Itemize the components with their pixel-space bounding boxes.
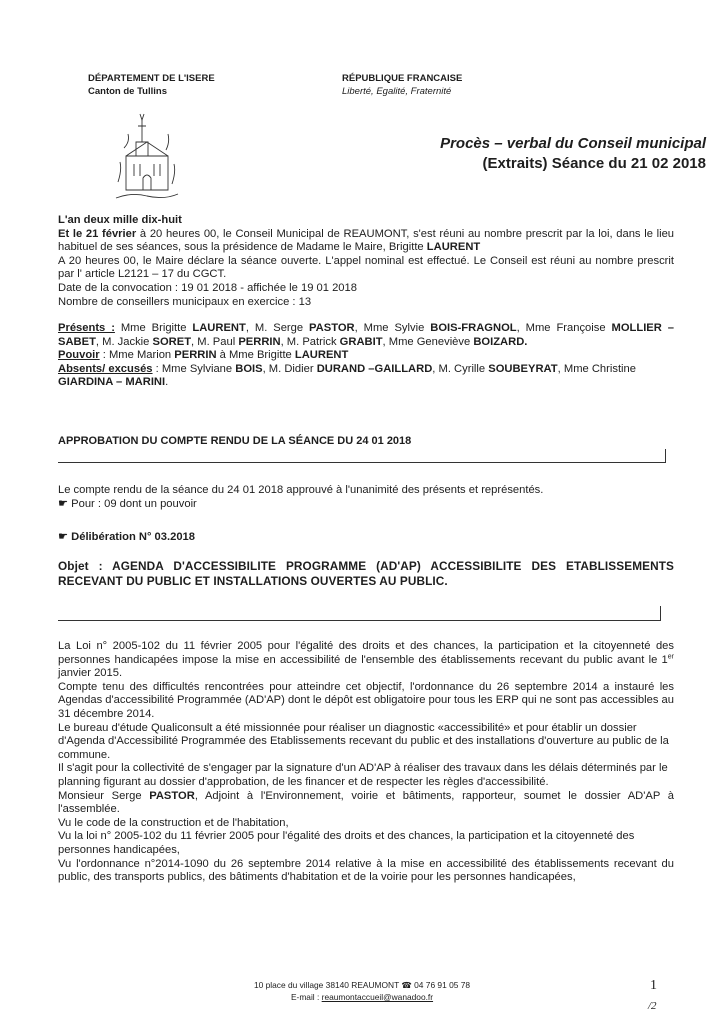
- pouvoir-n2: LAURENT: [294, 349, 349, 362]
- pouvoir-label: Pouvoir: [58, 349, 100, 362]
- intro-et-le: Et le: [58, 227, 86, 240]
- objet-text: AGENDA D'ACCESSIBILITE PROGRAMME (AD'AP) ACCESSIBILITE DES ETABLISSEMENTS RECEVANT DU PUBLIC ET INSTALLATIONS OUVERTES AU PUBLIC.: [58, 559, 675, 588]
- attendance-section: [58, 322, 674, 390]
- presents-name-0: LAURENT: [192, 322, 246, 334]
- intro-year: L'an deux mille dix-huit: [58, 214, 182, 226]
- page-title: [360, 134, 706, 174]
- footer-email-line: [0, 991, 724, 1003]
- body-p5: [58, 790, 674, 817]
- absents-n2: DURAND –GAILLARD: [316, 362, 433, 375]
- intro-maire: LAURENT: [426, 241, 481, 254]
- departement: DÉPARTEMENT DE L'ISERE: [88, 73, 215, 84]
- presents-name-3: MOLLIER –SABET: [58, 322, 674, 348]
- absents-paragraph: [58, 363, 674, 390]
- presents-pre-4: , M. Jackie: [95, 335, 153, 348]
- absents-n3: SOUBEYRAT: [488, 362, 558, 375]
- absents-n4: GIARDINA – MARINI: [58, 376, 166, 389]
- objet-rule-tick: [660, 606, 661, 620]
- approbation-section: [58, 484, 674, 511]
- body-p1-end: janvier 2015.: [58, 667, 123, 680]
- approbation-pour: [58, 498, 674, 512]
- devise: Liberté, Egalité, Fraternité: [342, 86, 452, 97]
- header-left: [88, 72, 215, 98]
- presents-pre-3: , Mme Françoise: [516, 322, 612, 334]
- presents-pre-5: , M. Paul: [191, 335, 239, 348]
- intro-section: [58, 214, 674, 309]
- pointing-hand-icon: ☛: [58, 497, 69, 510]
- approbation-heading: APPROBATION DU COMPTE RENDU DE LA SÉANCE DU 24 01 2018: [58, 435, 412, 447]
- absents-t4: , Mme Christine: [557, 362, 636, 375]
- footer-address-line: [0, 979, 724, 991]
- presents-end: .: [524, 335, 528, 348]
- pouvoir-paragraph: [58, 349, 674, 363]
- approbation-text: Le compte rendu de la séance du 24 01 2018 approuvé à l'unanimité des présents et représentés.: [58, 484, 544, 496]
- republique: RÉPUBLIQUE FRANCAISE: [342, 73, 463, 84]
- intro-paragraph: [58, 228, 674, 255]
- pointing-hand-icon: ☛: [58, 531, 72, 543]
- body-p4: Il s'agit pour la collectivité de s'engager par la signature d'un AD'AP à réaliser des travaux dans les délais déterminés par le planning figurant au dossier d'approbation, de les financer et de respecter les règles d'accessibilité.: [58, 762, 668, 788]
- body-section: [58, 640, 674, 885]
- footer-email-label: E-mail :: [290, 992, 322, 1002]
- presents-pre-7: , Mme Geneviève: [382, 335, 474, 348]
- absents-t1: : Mme Sylviane: [152, 362, 236, 375]
- approbation-pour-text: Pour : 09 dont un pouvoir: [68, 497, 197, 510]
- presents-name-1: PASTOR: [309, 322, 355, 334]
- approbation-rule: [58, 462, 666, 463]
- footer-phone: 04 76 91 05 78: [411, 980, 471, 990]
- presents-pre-1: , M. Serge: [245, 322, 310, 334]
- presents-name-2: BOIS-FRAGNOL: [430, 322, 517, 334]
- pouvoir-t2: à Mme Brigitte: [216, 349, 295, 362]
- absents-t3: , M. Cyrille: [432, 362, 489, 375]
- intro-date: 21 février: [85, 227, 137, 240]
- absents-end: .: [165, 376, 169, 389]
- body-p1: [58, 640, 674, 681]
- header-right: [342, 72, 462, 98]
- intro-text: à 20 heures 00, le Conseil Municipal de REAUMONT, s'est réuni au nombre prescrit par la loi, dans le lieu habituel de ses séances, sous la présidence de Madame le Maire, Brigitte: [58, 227, 675, 254]
- body-p1-sup: er: [667, 652, 674, 660]
- body-p5-text: Monsieur Serge: [58, 789, 150, 802]
- title-line2: (Extraits) Séance du 21 02 2018: [482, 155, 706, 172]
- body-p7: Vu la loi n° 2005-102 du 11 février 2005 pour l'égalité des droits et des chances, la participation et la citoyenneté des personnes handicapées,: [58, 830, 635, 856]
- footer: [0, 979, 724, 1003]
- deliberation-heading: [58, 531, 674, 545]
- body-p3: Le bureau d'étude Qualiconsult a été missionnée pour réaliser un diagnostic «accessibilité» et pour établir un dossier d'Agenda d'Accessibilité Programmée des Etablissements recevant du public et des installations d'ouverture au public de la commune.: [58, 721, 669, 761]
- absents-n1: BOIS: [235, 362, 263, 375]
- intro-convocation: Date de la convocation : 19 01 2018 - affichée le 19 01 2018: [58, 281, 357, 294]
- objet-section: [58, 559, 674, 588]
- church-illustration-icon: [112, 112, 182, 202]
- presents-label: Présents :: [58, 322, 115, 334]
- body-p1-text: La Loi n° 2005-102 du 11 février 2005 pour l'égalité des droits et des chances, la participation et la citoyenneté des personnes handicapées impose la mise en accessibilité de l'ensemble des établissements recevant du public avant le 1: [58, 640, 674, 666]
- pouvoir-n1: PERRIN: [174, 349, 217, 362]
- body-p5-name: PASTOR: [149, 789, 195, 802]
- presents-pre-0: Mme Brigitte: [114, 322, 193, 334]
- body-p5-end: , Adjoint à l'Environnement, voirie et bâtiments, rapporteur, soumet le dossier AD'AP à l'assemblée.: [58, 789, 674, 816]
- absents-label: Absents/ excusés: [58, 362, 153, 375]
- deliberation-label: Délibération N° 03.2018: [71, 531, 196, 543]
- phone-icon: ☎: [401, 980, 412, 990]
- canton: Canton de Tullins: [88, 86, 167, 97]
- objet-rule: [58, 620, 661, 621]
- footer-email[interactable]: reaumontaccueil@wanadoo.fr: [321, 992, 434, 1002]
- presents-paragraph: [58, 322, 674, 349]
- body-p6: Vu le code de la construction et de l'habitation,: [58, 816, 289, 829]
- objet-label: Objet :: [58, 559, 103, 573]
- body-p8: Vu l'ordonnance n°2014-1090 du 26 septembre 2014 relative à la mise en accessibilité des établissements recevant du public, des transports publics, des bâtiments d'habitation et de la voirie pour les personnes handicapées,: [58, 857, 674, 884]
- presents-pre-2: , Mme Sylvie: [354, 322, 431, 334]
- presents-name-5: PERRIN: [238, 335, 281, 348]
- body-p2: Compte tenu des difficultés rencontrées pour atteindre cet objectif, l'ordonnance du 26 septembre 2014 a instauré les Agendas d'accessibilité Programmée (AD'AP) dont le dépôt est obligatoire pour tous les ERP qui ne sont pas accessibles au 31 décembre 2014.: [58, 680, 674, 720]
- presents-name-7: BOIZARD: [473, 335, 525, 348]
- approbation-rule-tick: [665, 449, 666, 462]
- intro-seance-ouverte: A 20 heures 00, le Maire déclare la séance ouverte. L'appel nominal est effectué. Le Conseil est réuni au nombre prescrit par l' article L2121 – 17 du CGCT.: [58, 254, 674, 281]
- intro-nombre: Nombre de conseillers municipaux en exercice : 13: [58, 295, 312, 308]
- title-line1: Procès – verbal du Conseil municipal: [440, 135, 706, 152]
- pouvoir-t1: : Mme Marion: [99, 349, 175, 362]
- footer-address: 10 place du village 38140 REAUMONT: [253, 980, 400, 990]
- absents-t2: , M. Didier: [262, 362, 317, 375]
- presents-name-6: GRABIT: [339, 335, 383, 348]
- presents-name-4: SORET: [152, 335, 192, 348]
- page-number: 1: [650, 978, 657, 993]
- page-mark: /2: [648, 1000, 657, 1012]
- presents-pre-6: , M. Patrick: [280, 335, 340, 348]
